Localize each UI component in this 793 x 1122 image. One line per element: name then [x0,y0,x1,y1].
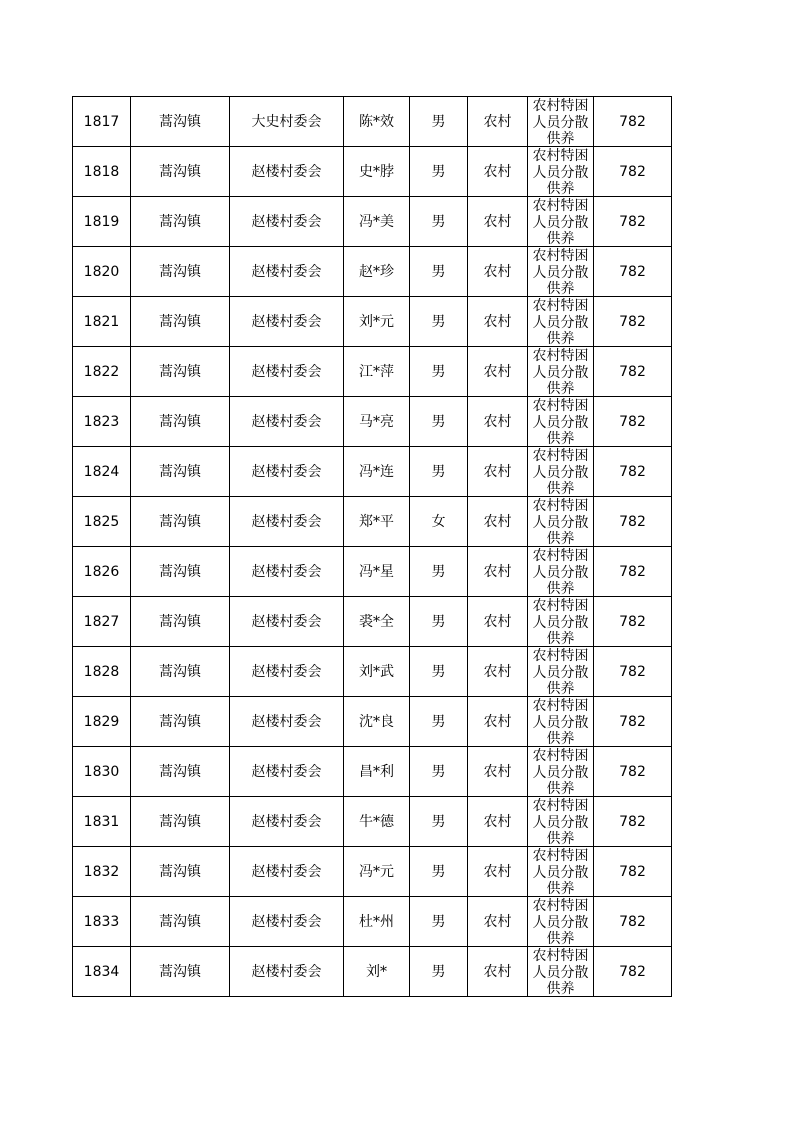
town-cell: 蒿沟镇 [131,147,230,197]
village-committee-cell: 赵楼村委会 [230,847,344,897]
village-committee-cell: 赵楼村委会 [230,647,344,697]
table-row [73,247,672,297]
serial-number-cell: 1830 [73,747,131,797]
support-category-text: 农村特困人员分散供养 [532,698,589,746]
serial-number-cell: 1821 [73,297,131,347]
town-cell: 蒿沟镇 [131,247,230,297]
town-cell: 蒿沟镇 [131,97,230,147]
person-name-cell: 郑*平 [344,497,410,547]
support-category-text: 农村特困人员分散供养 [532,598,589,646]
support-category-cell [528,447,594,497]
gender-cell: 男 [410,347,468,397]
village-committee-cell: 赵楼村委会 [230,797,344,847]
serial-number-cell: 1832 [73,847,131,897]
village-committee-cell: 赵楼村委会 [230,447,344,497]
table-row [73,97,672,147]
village-committee-cell: 赵楼村委会 [230,197,344,247]
town-cell: 蒿沟镇 [131,447,230,497]
serial-number-cell: 1817 [73,97,131,147]
serial-number-cell: 1818 [73,147,131,197]
table-row [73,897,672,947]
person-name-cell: 杜*州 [344,897,410,947]
town-cell: 蒿沟镇 [131,947,230,997]
serial-number-cell: 1824 [73,447,131,497]
gender-cell: 男 [410,947,468,997]
support-category-text: 农村特困人员分散供养 [532,798,589,846]
area-type-cell: 农村 [468,247,528,297]
gender-cell: 男 [410,197,468,247]
person-name-cell: 陈*效 [344,97,410,147]
person-name-cell: 刘*元 [344,297,410,347]
gender-cell: 男 [410,597,468,647]
village-committee-cell: 赵楼村委会 [230,347,344,397]
support-category-text: 农村特困人员分散供养 [532,848,589,896]
gender-cell: 男 [410,97,468,147]
person-name-cell: 冯*元 [344,847,410,897]
amount-cell: 782 [594,297,672,347]
support-category-text: 农村特困人员分散供养 [532,448,589,496]
table-row [73,347,672,397]
village-committee-cell: 赵楼村委会 [230,597,344,647]
village-committee-cell: 赵楼村委会 [230,247,344,297]
table-row [73,297,672,347]
serial-number-cell: 1828 [73,647,131,697]
area-type-cell: 农村 [468,597,528,647]
village-committee-cell: 赵楼村委会 [230,747,344,797]
serial-number-cell: 1820 [73,247,131,297]
person-name-cell: 马*亮 [344,397,410,447]
amount-cell: 782 [594,147,672,197]
serial-number-cell: 1831 [73,797,131,847]
table-row [73,547,672,597]
amount-cell: 782 [594,847,672,897]
village-committee-cell: 赵楼村委会 [230,497,344,547]
village-committee-cell: 赵楼村委会 [230,397,344,447]
support-category-text: 农村特困人员分散供养 [532,748,589,796]
table-row [73,497,672,547]
area-type-cell: 农村 [468,447,528,497]
town-cell: 蒿沟镇 [131,847,230,897]
person-name-cell: 刘* [344,947,410,997]
town-cell: 蒿沟镇 [131,497,230,547]
amount-cell: 782 [594,497,672,547]
amount-cell: 782 [594,747,672,797]
support-category-cell [528,647,594,697]
town-cell: 蒿沟镇 [131,547,230,597]
table-row [73,647,672,697]
gender-cell: 男 [410,897,468,947]
support-category-text: 农村特困人员分散供养 [532,498,589,546]
support-category-cell [528,697,594,747]
amount-cell: 782 [594,97,672,147]
amount-cell: 782 [594,647,672,697]
town-cell: 蒿沟镇 [131,197,230,247]
support-category-text: 农村特困人员分散供养 [532,648,589,696]
town-cell: 蒿沟镇 [131,897,230,947]
town-cell: 蒿沟镇 [131,397,230,447]
gender-cell: 男 [410,147,468,197]
support-category-text: 农村特困人员分散供养 [532,398,589,446]
area-type-cell: 农村 [468,897,528,947]
person-name-cell: 冯*连 [344,447,410,497]
gender-cell: 男 [410,797,468,847]
support-category-text: 农村特困人员分散供养 [532,98,589,146]
area-type-cell: 农村 [468,697,528,747]
area-type-cell: 农村 [468,97,528,147]
person-name-cell: 赵*珍 [344,247,410,297]
town-cell: 蒿沟镇 [131,697,230,747]
gender-cell: 男 [410,647,468,697]
gender-cell: 男 [410,397,468,447]
person-name-cell: 史*脖 [344,147,410,197]
table-row [73,447,672,497]
village-committee-cell: 赵楼村委会 [230,147,344,197]
support-category-cell [528,797,594,847]
amount-cell: 782 [594,347,672,397]
support-category-cell [528,397,594,447]
table-row [73,397,672,447]
table-row [73,597,672,647]
area-type-cell: 农村 [468,497,528,547]
amount-cell: 782 [594,197,672,247]
town-cell: 蒿沟镇 [131,647,230,697]
person-name-cell: 冯*星 [344,547,410,597]
table-row [73,147,672,197]
serial-number-cell: 1823 [73,397,131,447]
support-category-cell [528,847,594,897]
support-category-cell [528,147,594,197]
person-name-cell: 牛*德 [344,797,410,847]
amount-cell: 782 [594,247,672,297]
support-category-cell [528,897,594,947]
person-name-cell: 昌*利 [344,747,410,797]
amount-cell: 782 [594,947,672,997]
serial-number-cell: 1827 [73,597,131,647]
serial-number-cell: 1826 [73,547,131,597]
roster-body [73,97,672,997]
village-committee-cell: 赵楼村委会 [230,897,344,947]
village-committee-cell: 赵楼村委会 [230,697,344,747]
table-row [73,847,672,897]
gender-cell: 男 [410,747,468,797]
serial-number-cell: 1829 [73,697,131,747]
serial-number-cell: 1834 [73,947,131,997]
support-category-cell [528,547,594,597]
area-type-cell: 农村 [468,747,528,797]
person-name-cell: 沈*良 [344,697,410,747]
table-row [73,947,672,997]
table-row [73,197,672,247]
area-type-cell: 农村 [468,797,528,847]
support-category-cell [528,197,594,247]
support-category-text: 农村特困人员分散供养 [532,298,589,346]
gender-cell: 男 [410,447,468,497]
gender-cell: 男 [410,847,468,897]
amount-cell: 782 [594,897,672,947]
town-cell: 蒿沟镇 [131,797,230,847]
town-cell: 蒿沟镇 [131,297,230,347]
support-category-text: 农村特困人员分散供养 [532,548,589,596]
person-name-cell: 冯*美 [344,197,410,247]
area-type-cell: 农村 [468,297,528,347]
support-category-cell [528,247,594,297]
area-type-cell: 农村 [468,147,528,197]
town-cell: 蒿沟镇 [131,597,230,647]
support-category-cell [528,297,594,347]
support-category-text: 农村特困人员分散供养 [532,898,589,946]
amount-cell: 782 [594,797,672,847]
person-name-cell: 刘*武 [344,647,410,697]
village-committee-cell: 赵楼村委会 [230,947,344,997]
village-committee-cell: 赵楼村委会 [230,297,344,347]
support-category-text: 农村特困人员分散供养 [532,348,589,396]
support-category-text: 农村特困人员分散供养 [532,948,589,996]
area-type-cell: 农村 [468,347,528,397]
area-type-cell: 农村 [468,397,528,447]
support-category-cell [528,497,594,547]
support-category-text: 农村特困人员分散供养 [532,148,589,196]
area-type-cell: 农村 [468,547,528,597]
support-category-cell [528,97,594,147]
person-name-cell: 裘*全 [344,597,410,647]
gender-cell: 男 [410,547,468,597]
gender-cell: 男 [410,247,468,297]
person-name-cell: 江*萍 [344,347,410,397]
table-row [73,747,672,797]
serial-number-cell: 1833 [73,897,131,947]
amount-cell: 782 [594,697,672,747]
gender-cell: 女 [410,497,468,547]
serial-number-cell: 1825 [73,497,131,547]
area-type-cell: 农村 [468,647,528,697]
area-type-cell: 农村 [468,847,528,897]
village-committee-cell: 赵楼村委会 [230,547,344,597]
amount-cell: 782 [594,447,672,497]
support-category-text: 农村特困人员分散供养 [532,248,589,296]
amount-cell: 782 [594,397,672,447]
support-category-cell [528,947,594,997]
support-category-cell [528,597,594,647]
table-row [73,697,672,747]
support-category-text: 农村特困人员分散供养 [532,198,589,246]
support-category-cell [528,747,594,797]
village-committee-cell: 大史村委会 [230,97,344,147]
area-type-cell: 农村 [468,947,528,997]
gender-cell: 男 [410,297,468,347]
amount-cell: 782 [594,597,672,647]
serial-number-cell: 1819 [73,197,131,247]
support-category-cell [528,347,594,397]
town-cell: 蒿沟镇 [131,347,230,397]
town-cell: 蒿沟镇 [131,747,230,797]
gender-cell: 男 [410,697,468,747]
amount-cell: 782 [594,547,672,597]
roster-table [72,96,672,997]
table-row [73,797,672,847]
area-type-cell: 农村 [468,197,528,247]
serial-number-cell: 1822 [73,347,131,397]
